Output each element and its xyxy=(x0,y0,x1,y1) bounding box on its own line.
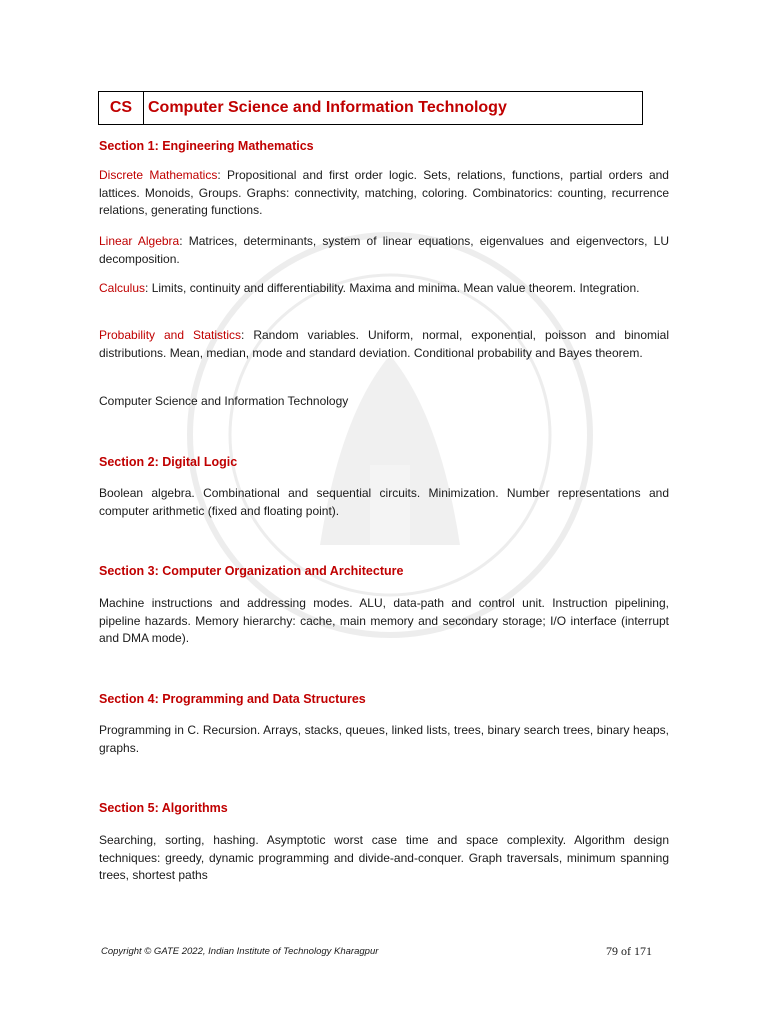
topic-label: Calculus xyxy=(99,281,146,295)
calculus-paragraph xyxy=(99,280,669,298)
topic-label: Discrete Mathematics xyxy=(99,168,218,182)
topic-text: : Random variables. Uniform, normal, exponential, poisson and binomial distributions. Mean, median, mode and standard deviation. Conditional probability and Bayes theorem. xyxy=(99,328,669,360)
probability-paragraph xyxy=(99,327,669,362)
section-3-heading: Section 3: Computer Organization and Architecture xyxy=(99,564,404,578)
section-4-body xyxy=(99,722,669,757)
footer-copyright: Copyright © GATE 2022, Indian Institute of Technology Kharagpur xyxy=(101,946,379,957)
section-4 xyxy=(99,692,669,706)
section-5-body xyxy=(99,832,669,885)
topic-text: : Matrices, determinants, system of linear equations, eigenvalues and eigenvectors, LU decomposition. xyxy=(99,234,670,266)
discrete-math-paragraph xyxy=(99,167,669,220)
section-2-body xyxy=(99,485,669,520)
discipline-code: CS xyxy=(99,92,144,124)
trailing-note-text: Computer Science and Information Technology xyxy=(99,394,349,408)
section-5-heading: Section 5: Algorithms xyxy=(99,801,228,815)
section-1 xyxy=(99,139,669,153)
section-2-heading: Section 2: Digital Logic xyxy=(99,455,238,469)
section-4-text: Programming in C. Recursion. Arrays, stacks, queues, linked lists, trees, binary search trees, binary heaps, graphs. xyxy=(99,723,669,755)
linear-algebra-paragraph xyxy=(99,233,669,268)
trailing-note xyxy=(99,393,669,411)
topic-label: Linear Algebra xyxy=(99,234,180,248)
topic-text: : Limits, continuity and differentiability. Maxima and minima. Mean value theorem. Integration. xyxy=(145,281,640,295)
section-5-text: Searching, sorting, hashing. Asymptotic worst case time and space complexity. Algorithm design techniques: greedy, dynamic programming and divide-and-conquer. Graph traversals, minimum spanning trees, shortest paths xyxy=(99,833,669,882)
section-2-text: Boolean algebra. Combinational and sequential circuits. Minimization. Number representations and computer arithmetic (fixed and floating point). xyxy=(99,486,669,518)
section-3-body xyxy=(99,595,669,648)
section-4-heading: Section 4: Programming and Data Structures xyxy=(99,692,366,706)
topic-text: : Propositional and first order logic. Sets, relations, functions, partial orders and lattices. Monoids, Groups. Graphs: connectivity, matching, coloring. Combinatorics: counting, recurrence relations, generating functions. xyxy=(99,168,669,217)
section-3 xyxy=(99,564,669,578)
footer-page-number: 79 of 171 xyxy=(606,944,652,958)
section-2 xyxy=(99,455,669,469)
section-3-text: Machine instructions and addressing modes. ALU, data-path and control unit. Instruction pipelining, pipeline hazards. Memory hierarchy: cache, main memory and secondary storage; I/O interface (interrupt and DMA mode). xyxy=(99,596,669,645)
section-5 xyxy=(99,801,669,815)
discipline-title: Computer Science and Information Technology xyxy=(148,99,507,116)
section-1-heading: Section 1: Engineering Mathematics xyxy=(99,139,314,153)
topic-label: Probability and Statistics xyxy=(99,328,242,342)
discipline-header xyxy=(98,91,643,125)
